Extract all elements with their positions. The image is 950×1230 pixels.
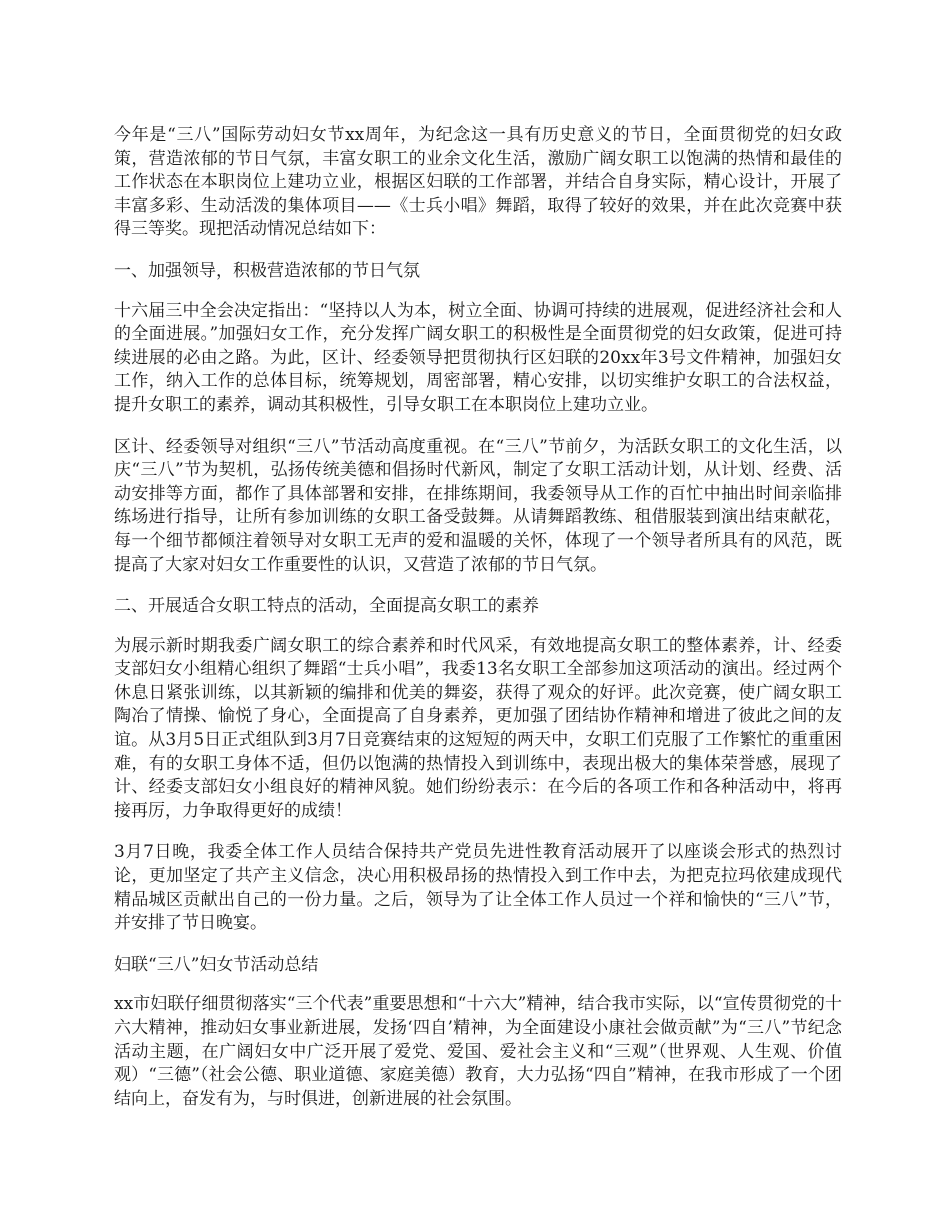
- body-paragraph: 十六届三中全会决定指出：“坚持以人为本，树立全面、协调可持续的进展观，促进经济社会和人的全面进展。”加强妇女工作，充分发挥广阔女职工的积极性是全面贯彻党的妇女政策，促进可持续进展的必由之路。为此，区计、经委领导把贯彻执行区妇联的20xx年3号文件精神，加强妇女工作，纳入工作的总体目标，统筹规划，周密部署，精心安排，以切实维护女职工的合法权益，提升女职工的素养，调动其积极性，引导女职工在本职岗位上建功立业。: [114, 300, 842, 415]
- body-paragraph: 区计、经委领导对组织“三八”节活动高度重视。在“三八”节前夕，为活跃女职工的文化生活，以庆“三八”节为契机，弘扬传统美德和倡扬时代新风，制定了女职工活动计划，从计划、经费、活动安排等方面，都作了具体部署和安排，在排练期间，我委领导从工作的百忙中抽出时间亲临排练场进行指导，让所有参加训练的女职工备受鼓舞。从请舞蹈教练、租借服装到演出结束献花，每一个细节都倾注着领导对女职工无声的爱和温暖的关怀，体现了一个领导者所具有的风范，既提高了大家对妇女工作重要性的认识，又营造了浓郁的节日气氛。: [114, 436, 842, 575]
- body-paragraph: xx市妇联仔细贯彻落实“三个代表”重要思想和“十六大”精神，结合我市实际，以“宣传贯彻党的十六大精神，推动妇女事业新进展，发扬‘四自’精神，为全面建设小康社会做贡献”为“三八”节纪念活动主题，在广阔妇女中广泛开展了爱党、爱国、爱社会主义和“三观”（世界观、人生观、价值观）“三德”（社会公德、职业道德、家庭美德）教育，大力弘扬“四自”精神，在我市形成了一个团结向上，奋发有为，与时俱进，创新进展的社会氛围。: [114, 994, 842, 1109]
- document-page: [114, 124, 842, 1129]
- section-heading-3: 妇联“三八”妇女节活动总结: [114, 954, 319, 975]
- body-paragraph: 为展示新时期我委广阔女职工的综合素养和时代风采，有效地提高女职工的整体素养，计、经委支部妇女小组精心组织了舞蹈“士兵小唱”，我委13名女职工全部参加这项活动的演出。经过两个休息日紧张训练，以其新颖的编排和优美的舞姿，获得了观众的好评。此次竞赛，使广阔女职工陶冶了情操、愉悦了身心，全面提高了自身素养，更加强了团结协作精神和增进了彼此之间的友谊。从3月5日正式组队到3月7日竞赛结束的这短短的两天中，女职工们克服了工作繁忙的重重困难，有的女职工身体不适，但仍以饱满的热情投入到训练中，表现出极大的集体荣誉感，展现了计、经委支部妇女小组良好的精神风貌。她们纷纷表示：在今后的各项工作和各种活动中，将再接再厉，力争取得更好的成绩！: [114, 635, 842, 821]
- intro-paragraph: 今年是“三八”国际劳动妇女节xx周年，为纪念这一具有历史意义的节日，全面贯彻党的妇女政策，营造浓郁的节日气氛，丰富女职工的业余文化生活，激励广阔女职工以饱满的热情和最佳的工作状态在本职岗位上建功立业，根据区妇联的工作部署，并结合自身实际，精心设计，开展了丰富多彩、生动活泼的集体项目——《士兵小唱》舞蹈，取得了较好的效果，并在此次竞赛中获得三等奖。现把活动情况总结如下：: [114, 125, 842, 240]
- section-heading-2: 二、开展适合女职工特点的活动，全面提高女职工的素养: [114, 596, 539, 617]
- body-paragraph: 3月7日晚，我委全体工作人员结合保持共产党员先进性教育活动展开了以座谈会形式的热烈讨论，更加坚定了共产主义信念，决心用积极昂扬的热情投入到工作中去，为把克拉玛依建成现代精品城区贡献出自己的一份力量。之后，领导为了让全体工作人员过一个祥和愉快的“三八”节，并安排了节日晚宴。: [114, 842, 842, 934]
- section-heading-1: 一、加强领导，积极营造浓郁的节日气氛: [114, 260, 420, 281]
